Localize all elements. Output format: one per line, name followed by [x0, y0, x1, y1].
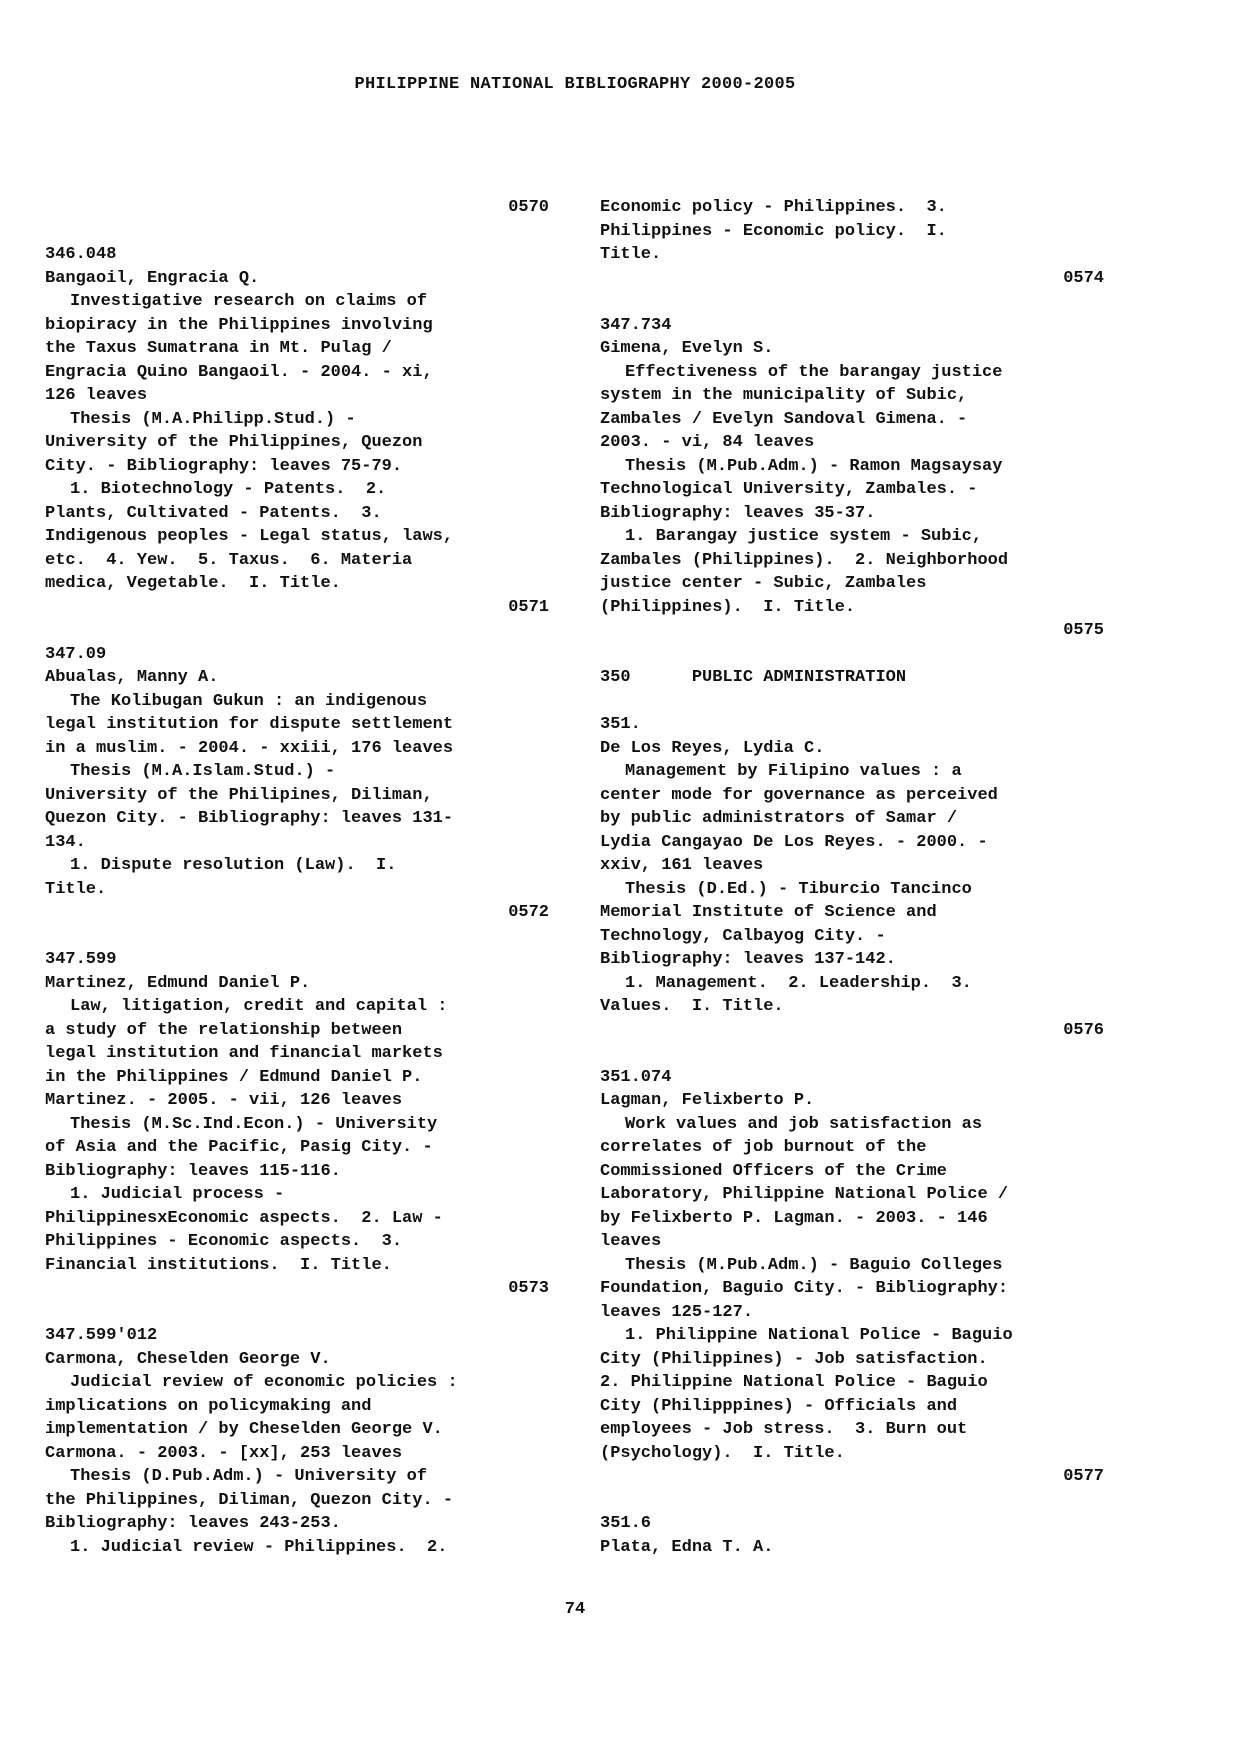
entry-line: Thesis (M.Pub.Adm.) - Baguio Colleges	[625, 1255, 1003, 1275]
entry-line: xxiv, 161 leaves	[600, 856, 764, 875]
blank-line	[45, 220, 549, 244]
entry-line: Commissioned Officers of the Crime	[600, 1161, 947, 1181]
entry-line: 351.074	[600, 1067, 672, 1087]
entry-line: 1. Judicial process -	[70, 1185, 285, 1204]
blank-line	[600, 690, 1104, 714]
entry-line: 347.734	[600, 315, 672, 335]
entry-line: Martinez, Edmund Daniel P.	[45, 973, 311, 993]
entry-line: 1. Barangay justice system - Subic,	[625, 527, 983, 546]
entry-line: 350 PUBLIC ADMINISTRATION	[600, 668, 907, 687]
entry-line: De Los Reyes, Lydia C.	[600, 738, 825, 758]
entry-line: City (Philipppines) - Officials and	[600, 1396, 958, 1416]
entry-line: 346.048	[45, 245, 117, 264]
entry-line: Zambales / Evelyn Sandoval Gimena. -	[600, 409, 968, 429]
entry-line: Thesis (D.Pub.Adm.) - University of	[70, 1467, 428, 1486]
entry-line: Plants, Cultivated - Patents. 3.	[45, 503, 382, 523]
blank-line	[600, 643, 1104, 667]
entry-line: Laboratory, Philippine National Police /	[600, 1185, 1009, 1204]
entry-line: Foundation, Baguio City. - Bibliography:	[600, 1279, 1009, 1298]
entry-line: Zambales (Philippines). 2. Neighborhood	[600, 550, 1009, 570]
entry-line: Philippines - Economic aspects. 3.	[45, 1232, 403, 1251]
blank-line	[45, 619, 549, 643]
entry-line: Economic policy - Philippines. 3.	[600, 198, 947, 217]
entry-number: 0570	[508, 198, 549, 217]
entry-line: Lydia Cangayao De Los Reyes. - 2000. -	[600, 832, 988, 852]
entry-line: the Taxus Sumatrana in Mt. Pulag /	[45, 339, 392, 358]
entry-line: Values. I. Title.	[600, 997, 784, 1016]
entry-line: The Kolibugan Gukun : an indigenous	[70, 691, 428, 711]
entry-line: University of the Philipines, Diliman,	[45, 785, 433, 805]
entry-line: biopiracy in the Philippines involving	[45, 315, 433, 335]
entry-line: by public administrators of Samar /	[600, 809, 958, 828]
entry-number: 0572	[508, 903, 549, 922]
page-header-title: PHILIPPINE NATIONAL BIBLIOGRAPHY 2000-2005	[354, 75, 796, 94]
right-column	[600, 196, 1104, 1559]
entry-line: etc. 4. Yew. 5. Taxus. 6. Materia	[45, 550, 413, 570]
entry-line: Philippines - Economic policy. I.	[600, 221, 947, 241]
left-column	[45, 196, 549, 1559]
entry-line: correlates of job burnout of the	[600, 1138, 927, 1157]
entry-line: Thesis (M.Sc.Ind.Econ.) - University	[70, 1114, 438, 1134]
entry-line: justice center - Subic, Zambales	[600, 574, 927, 593]
entry-line: 351.	[600, 715, 641, 734]
blank-line	[600, 1489, 1104, 1513]
entry-number: 0574	[1063, 268, 1104, 288]
entry-number: 0571	[508, 597, 549, 617]
entry-number: 0573	[508, 1279, 549, 1298]
entry-line: 134.	[45, 832, 86, 852]
entry-line: (Philippines). I. Title.	[600, 597, 856, 617]
entry-line: Bibliography: leaves 115-116.	[45, 1161, 341, 1181]
entry-line: 1. Judicial review - Philippines. 2.	[70, 1537, 448, 1557]
entry-line: 351.6	[600, 1514, 652, 1533]
entry-line: Judicial review of economic policies :	[70, 1373, 458, 1392]
entry-line: Bibliography: leaves 137-142.	[600, 950, 896, 969]
entry-line: Technological University, Zambales. -	[600, 480, 978, 499]
entry-line: University of the Philippines, Quezon	[45, 433, 423, 452]
entry-line: 347.599	[45, 950, 117, 969]
entry-line: system in the municipality of Subic,	[600, 386, 968, 405]
entry-line: Investigative research on claims of	[70, 292, 428, 311]
entry-line: of Asia and the Pacific, Pasig City. -	[45, 1138, 433, 1157]
entry-line: Technology, Calbayog City. -	[600, 926, 886, 946]
entry-line: leaves 125-127.	[600, 1302, 754, 1322]
entry-line: implications on policymaking and	[45, 1396, 372, 1416]
entry-line: employees - Job stress. 3. Burn out	[600, 1420, 968, 1439]
entry-number: 0577	[1063, 1467, 1104, 1486]
entry-line: legal institution for dispute settlement	[45, 715, 454, 734]
entry-line: City. - Bibliography: leaves 75-79.	[45, 456, 403, 476]
entry-line: 347.09	[45, 644, 107, 664]
entry-line: Thesis (M.A.Islam.Stud.) -	[70, 762, 336, 781]
entry-line: in the Philippines / Edmund Daniel P.	[45, 1067, 423, 1087]
entry-line: Bangaoil, Engracia Q.	[45, 268, 260, 288]
entry-number: 0575	[1063, 621, 1104, 640]
entry-line: 347.599'012	[45, 1326, 158, 1345]
entry-line: Work values and job satisfaction as	[625, 1114, 983, 1134]
entry-line: in a muslim. - 2004. - xxiii, 176 leaves	[45, 738, 454, 758]
entry-number: 0576	[1063, 1020, 1104, 1040]
entry-line: Abualas, Manny A.	[45, 668, 219, 687]
entry-line: 1. Philippine National Police - Baguio	[625, 1326, 1013, 1345]
entry-line: Financial institutions. I. Title.	[45, 1255, 392, 1275]
entry-line: Management by Filipino values : a	[625, 762, 962, 781]
entry-line: Bibliography: leaves 243-253.	[45, 1514, 341, 1533]
entry-line: the Philippines, Diliman, Quezon City. -	[45, 1490, 454, 1510]
entry-line: Thesis (M.A.Philipp.Stud.) -	[70, 409, 356, 429]
entry-line: Title.	[45, 879, 107, 899]
entry-line: Gimena, Evelyn S.	[600, 339, 774, 358]
entry-line: 2. Philippine National Police - Baguio	[600, 1373, 988, 1392]
entry-line: Effectiveness of the barangay justice	[625, 362, 1003, 382]
entry-line: 2003. - vi, 84 leaves	[600, 433, 815, 452]
entry-line: a study of the relationship between	[45, 1020, 403, 1040]
blank-line	[600, 290, 1104, 314]
entry-line: Carmona, Cheselden George V.	[45, 1349, 331, 1369]
entry-line: Title.	[600, 245, 662, 264]
entry-line: Memorial Institute of Science and	[600, 903, 937, 922]
entry-line: implementation / by Cheselden George V.	[45, 1420, 443, 1439]
entry-line: 1. Biotechnology - Patents. 2.	[70, 480, 387, 499]
entry-line: leaves	[600, 1232, 662, 1251]
entry-line: Thesis (D.Ed.) - Tiburcio Tancinco	[625, 879, 972, 899]
entry-line: PhilippinesxEconomic aspects. 2. Law -	[45, 1208, 443, 1228]
entry-line: Law, litigation, credit and capital :	[70, 997, 448, 1016]
blank-line	[600, 1042, 1104, 1066]
blank-line	[45, 1301, 549, 1325]
entry-line: legal institution and financial markets	[45, 1044, 443, 1063]
entry-line: Indigenous peoples - Legal status, laws,	[45, 527, 454, 546]
entry-line: medica, Vegetable. I. Title.	[45, 574, 341, 593]
entry-line: Thesis (M.Pub.Adm.) - Ramon Magsaysay	[625, 456, 1003, 476]
entry-line: Quezon City. - Bibliography: leaves 131-	[45, 809, 454, 828]
entry-line: center mode for governance as perceived	[600, 785, 998, 805]
entry-line: Bibliography: leaves 35-37.	[600, 503, 876, 523]
entry-line: 1. Dispute resolution (Law). I.	[70, 856, 397, 875]
entry-line: 126 leaves	[45, 386, 148, 405]
entry-line: City (Philippines) - Job satisfaction.	[600, 1349, 988, 1369]
entry-line: Plata, Edna T. A.	[600, 1537, 774, 1557]
entry-line: Engracia Quino Bangaoil. - 2004. - xi,	[45, 362, 433, 382]
entry-line: by Felixberto P. Lagman. - 2003. - 146	[600, 1208, 988, 1228]
blank-line	[45, 925, 549, 949]
entry-line: Martinez. - 2005. - vii, 126 leaves	[45, 1091, 403, 1110]
entry-line: Carmona. - 2003. - [xx], 253 leaves	[45, 1443, 403, 1463]
entry-line: Lagman, Felixberto P.	[600, 1091, 815, 1110]
page-number: 74	[564, 1600, 586, 1619]
entry-line: 1. Management. 2. Leadership. 3.	[625, 973, 972, 993]
entry-line: (Psychology). I. Title.	[600, 1443, 845, 1463]
